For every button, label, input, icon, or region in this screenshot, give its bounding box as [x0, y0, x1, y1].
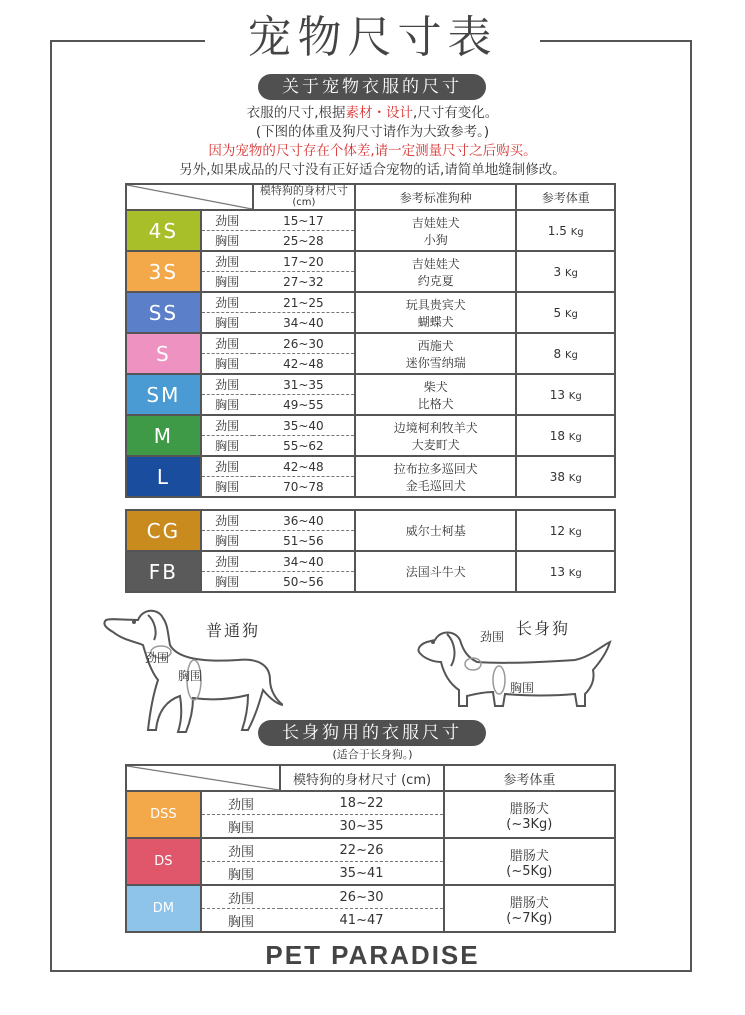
breed-name: 吉娃娃犬 [411, 256, 460, 271]
header-measure: 模特狗的身材尺寸 (cm) [253, 184, 356, 210]
chest-value: 30~35 [280, 815, 443, 839]
breed-name: 约克夏 [417, 273, 454, 288]
size-badge: FB [126, 551, 201, 592]
breed-cell [355, 333, 516, 374]
header-weight: 参考体重 [516, 184, 615, 210]
table-row [126, 510, 615, 531]
table-row [126, 885, 615, 909]
header-diagonal-cell [126, 184, 253, 210]
chest-label: 胸围 [201, 354, 253, 375]
neck-value: 42~48 [253, 456, 356, 477]
weight-cell [516, 415, 615, 456]
neck-value: 34~40 [253, 551, 356, 572]
breed-cell [355, 210, 516, 251]
weight-value: (~5Kg) [506, 863, 553, 879]
long-dog-neck-label: 劲围 [480, 630, 505, 644]
chest-value: 25~28 [253, 231, 356, 252]
weight-unit: Kg [568, 567, 582, 579]
weight-value: 18 [549, 428, 565, 443]
breed-weight-cell [444, 885, 615, 932]
chest-label: 胸围 [201, 436, 253, 457]
chest-value: 27~32 [253, 272, 356, 293]
weight-unit: Kg [564, 308, 578, 320]
neck-label: 劲围 [201, 510, 253, 531]
neck-label: 劲围 [201, 415, 253, 436]
breed-name: 蝴蝶犬 [417, 314, 454, 329]
weight-cell [516, 374, 615, 415]
long-dog-chest-label: 胸围 [510, 681, 535, 695]
weight-unit: Kg [568, 431, 582, 443]
normal-dog-neck-label: 劲围 [145, 651, 170, 665]
chest-value: 70~78 [253, 477, 356, 498]
neck-label: 劲围 [201, 251, 253, 272]
weight-cell [516, 456, 615, 497]
neck-value: 17~20 [253, 251, 356, 272]
size-table-long-dog [125, 764, 616, 933]
chest-label: 胸围 [201, 815, 281, 839]
breed-name: 比格犬 [417, 396, 454, 411]
table-row [126, 838, 615, 862]
chest-label: 胸围 [201, 272, 253, 293]
size-badge: L [126, 456, 201, 497]
chest-value: 34~40 [253, 313, 356, 334]
neck-label: 劲围 [201, 838, 281, 862]
brand-logo-text: PET PARADISE [265, 940, 480, 970]
weight-cell [516, 510, 615, 551]
breed-name: 拉布拉多巡回犬 [393, 461, 478, 476]
size-table-special [125, 509, 616, 593]
neck-label: 劲围 [201, 791, 281, 815]
table-row [126, 251, 615, 272]
chest-label: 胸围 [201, 862, 281, 886]
size-badge: SS [126, 292, 201, 333]
table-row [126, 374, 615, 395]
breed-name: 大麦町犬 [411, 437, 460, 452]
weight-unit: Kg [568, 472, 582, 484]
breed-cell [355, 456, 516, 497]
weight-value: 5 [553, 305, 562, 320]
weight-value: 13 [549, 564, 565, 579]
header3-diagonal-cell [126, 765, 280, 791]
header3-weight: 参考体重 [444, 765, 615, 791]
chest-value: 41~47 [280, 909, 443, 933]
neck-label: 劲围 [201, 210, 253, 231]
table3-header-row [126, 765, 615, 791]
size-badge: 4S [126, 210, 201, 251]
header-breed: 参考标准狗种 [355, 184, 516, 210]
breed-cell: 法国斗牛犬 [355, 551, 516, 592]
breed-name: 腊肠犬 [509, 848, 549, 864]
weight-unit: Kg [564, 267, 578, 279]
table-header-row [126, 184, 615, 210]
size-badge: CG [126, 510, 201, 551]
breed-name: 柴犬 [423, 379, 448, 394]
breed-name: 金毛巡回犬 [405, 478, 466, 493]
chest-label: 胸围 [201, 313, 253, 334]
chest-label: 胸围 [201, 231, 253, 252]
table-row [126, 791, 615, 815]
size-badge: SM [126, 374, 201, 415]
breed-name: 小狗 [423, 232, 448, 247]
size-badge: 3S [126, 251, 201, 292]
intro-line-1: 衣服的尺寸,根据素材・设计,尺寸有变化。 [246, 105, 499, 121]
weight-cell [516, 551, 615, 592]
intro-line-3-warning: 因为宠物的尺寸存在个体差,请一定测量尺寸之后购买。 [208, 143, 537, 159]
neck-label: 劲围 [201, 292, 253, 313]
weight-value: 12 [549, 523, 565, 538]
normal-dog-label: 普通狗 [206, 621, 261, 640]
size-badge: DM [126, 885, 201, 932]
table-row [126, 333, 615, 354]
weight-value: 8 [553, 346, 562, 361]
breed-name: 吉娃娃犬 [411, 215, 460, 230]
chest-value: 51~56 [253, 531, 356, 552]
breed-weight-cell [444, 791, 615, 838]
breed-name: 腊肠犬 [509, 895, 549, 911]
chest-label: 胸围 [201, 395, 253, 416]
header3-measure: 模特狗的身材尺寸 (cm) [280, 765, 443, 791]
normal-dog-chest-label: 胸围 [178, 669, 203, 683]
weight-cell [516, 292, 615, 333]
table-row [126, 456, 615, 477]
neck-value: 18~22 [280, 791, 443, 815]
weight-cell [516, 210, 615, 251]
table-row [126, 292, 615, 313]
chest-label: 胸围 [201, 531, 253, 552]
size-badge: M [126, 415, 201, 456]
breed-name: 边境柯利牧羊犬 [393, 420, 478, 435]
breed-cell [355, 292, 516, 333]
table-row [126, 551, 615, 572]
weight-value: 13 [549, 387, 565, 402]
chest-label: 胸围 [201, 909, 281, 933]
weight-value: 38 [549, 469, 565, 484]
neck-value: 26~30 [280, 885, 443, 909]
section-heading-long-dog: 长身狗用的衣服尺寸 [258, 720, 486, 746]
neck-label: 劲围 [201, 456, 253, 477]
chest-value: 55~62 [253, 436, 356, 457]
size-badge: DSS [126, 791, 201, 838]
weight-value: (~7Kg) [506, 910, 553, 926]
size-table-standard [125, 183, 616, 498]
neck-value: 36~40 [253, 510, 356, 531]
chest-value: 50~56 [253, 572, 356, 593]
long-dog-note: (适合于长身狗。) [332, 748, 413, 761]
neck-label: 劲围 [201, 374, 253, 395]
neck-label: 劲围 [201, 333, 253, 354]
weight-value: 3 [553, 264, 562, 279]
weight-unit: Kg [568, 390, 582, 402]
table-row [126, 415, 615, 436]
neck-label: 劲围 [201, 551, 253, 572]
neck-value: 35~40 [253, 415, 356, 436]
neck-value: 31~35 [253, 374, 356, 395]
breed-name: 腊肠犬 [509, 801, 549, 817]
breed-cell [355, 374, 516, 415]
weight-cell [516, 333, 615, 374]
size-badge: DS [126, 838, 201, 885]
neck-value: 21~25 [253, 292, 356, 313]
neck-value: 22~26 [280, 838, 443, 862]
breed-name: 迷你雪纳瑞 [405, 355, 466, 370]
neck-label: 劲围 [201, 885, 281, 909]
weight-unit: Kg [564, 349, 578, 361]
breed-name: 玩具贵宾犬 [405, 297, 466, 312]
table-row [126, 210, 615, 231]
section-heading-clothes-size: 关于宠物衣服的尺寸 [258, 74, 486, 100]
weight-unit: Kg [568, 526, 582, 538]
long-dog-illustration [415, 622, 615, 712]
chest-value: 35~41 [280, 862, 443, 886]
size-badge: S [126, 333, 201, 374]
page-title: 宠物尺寸表 [205, 8, 540, 68]
weight-cell [516, 251, 615, 292]
breed-name: 西施犬 [417, 338, 454, 353]
breed-cell: 威尔士柯基 [355, 510, 516, 551]
chest-value: 42~48 [253, 354, 356, 375]
long-dog-label: 长身狗 [516, 619, 571, 638]
neck-value: 15~17 [253, 210, 356, 231]
chest-label: 胸围 [201, 477, 253, 498]
neck-value: 26~30 [253, 333, 356, 354]
weight-unit: Kg [570, 226, 584, 238]
chest-label: 胸围 [201, 572, 253, 593]
weight-value: (~3Kg) [506, 816, 553, 832]
weight-value: 1.5 [547, 223, 567, 238]
breed-cell [355, 251, 516, 292]
breed-cell [355, 415, 516, 456]
chest-value: 49~55 [253, 395, 356, 416]
breed-weight-cell [444, 838, 615, 885]
intro-line-2: (下图的体重及狗尺寸请作为大致参考。) [255, 124, 490, 140]
intro-line-4: 另外,如果成品的尺寸没有正好适合宠物的话,请简单地缝制修改。 [179, 162, 566, 178]
